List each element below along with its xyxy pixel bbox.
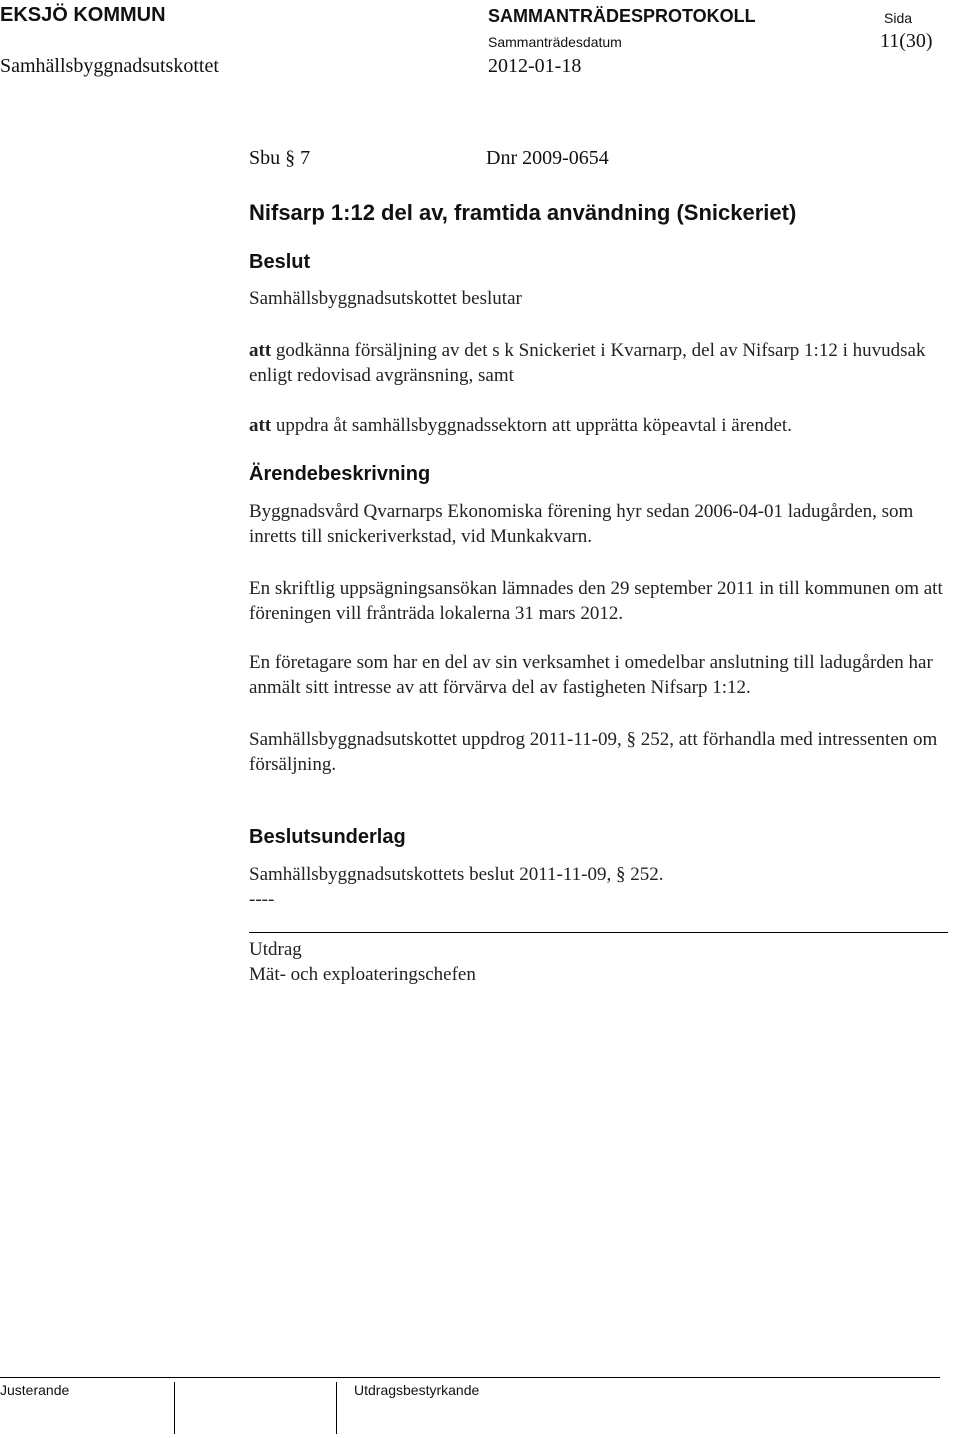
- description-paragraph-2: En skriftlig uppsägningsansökan lämnades den 29 september 2011 in till kommunen om att föreningen vill frånträda lokalerna 31 mars 2012.: [249, 578, 943, 624]
- registration-number: Dnr 2009-0654: [486, 147, 609, 169]
- clause-text: godkänna försäljning av det s k Snickeriet i Kvarnarp, del av Nifsarp 1:12 i huvudsak enligt redovisad avgränsning, samt: [249, 340, 926, 386]
- meeting-date: 2012-01-18: [488, 55, 582, 77]
- decision-clause-2: [249, 413, 960, 438]
- extract-recipient: Mät- och exploateringschefen: [249, 964, 476, 985]
- decision-intro: Samhällsbyggnadsutskottet beslutar: [249, 288, 522, 309]
- item-number: Sbu § 7: [249, 147, 311, 169]
- committee-name: Samhällsbyggnadsutskottet: [0, 55, 219, 77]
- basis-heading: Beslutsunderlag: [249, 826, 406, 848]
- justerande-label: Justerande: [0, 1382, 70, 1398]
- basis-dashes: ----: [249, 889, 275, 910]
- municipality-name: EKSJÖ KOMMUN: [0, 4, 166, 26]
- extract-label: Utdrag: [249, 939, 302, 960]
- clause-keyword: att: [249, 340, 272, 361]
- decision-clause-1: [249, 338, 960, 388]
- utdragsbestyrkande-label: Utdragsbestyrkande: [354, 1382, 480, 1398]
- page-number: 11(30): [880, 30, 933, 52]
- basis-text: Samhällsbyggnadsutskottets beslut 2011-11-09, § 252.: [249, 864, 664, 885]
- page-label: Sida: [884, 10, 913, 26]
- signature-box-line: [336, 1382, 337, 1434]
- document-type: SAMMANTRÄDESPROTOKOLL: [488, 6, 756, 26]
- footer-divider: [0, 1377, 940, 1378]
- description-paragraph-3: En företagare som har en del av sin verksamhet i omedelbar anslutning till ladugården har anmält sitt intresse av att förvärva del av fastigheten Nifsarp 1:12.: [249, 652, 933, 698]
- description-heading: Ärendebeskrivning: [249, 463, 431, 485]
- item-title: Nifsarp 1:12 del av, framtida användning (Snickeriet): [249, 200, 797, 225]
- description-paragraph-4: Samhällsbyggnadsutskottet uppdrog 2011-11-09, § 252, att förhandla med intressenten om försäljning.: [249, 729, 938, 775]
- signature-box-line: [174, 1382, 175, 1434]
- meeting-date-label: Sammanträdesdatum: [488, 34, 622, 50]
- extract-divider: [249, 932, 948, 933]
- clause-keyword: att: [249, 415, 272, 436]
- description-paragraph-1: Byggnadsvård Qvarnarps Ekonomiska förening hyr sedan 2006-04-01 ladugården, som inretts till snickeriverkstad, vid Munkakvarn.: [249, 501, 914, 547]
- decision-heading: Beslut: [249, 251, 311, 273]
- clause-text: uppdra åt samhällsbyggnadssektorn att upprätta köpeavtal i ärendet.: [271, 415, 792, 436]
